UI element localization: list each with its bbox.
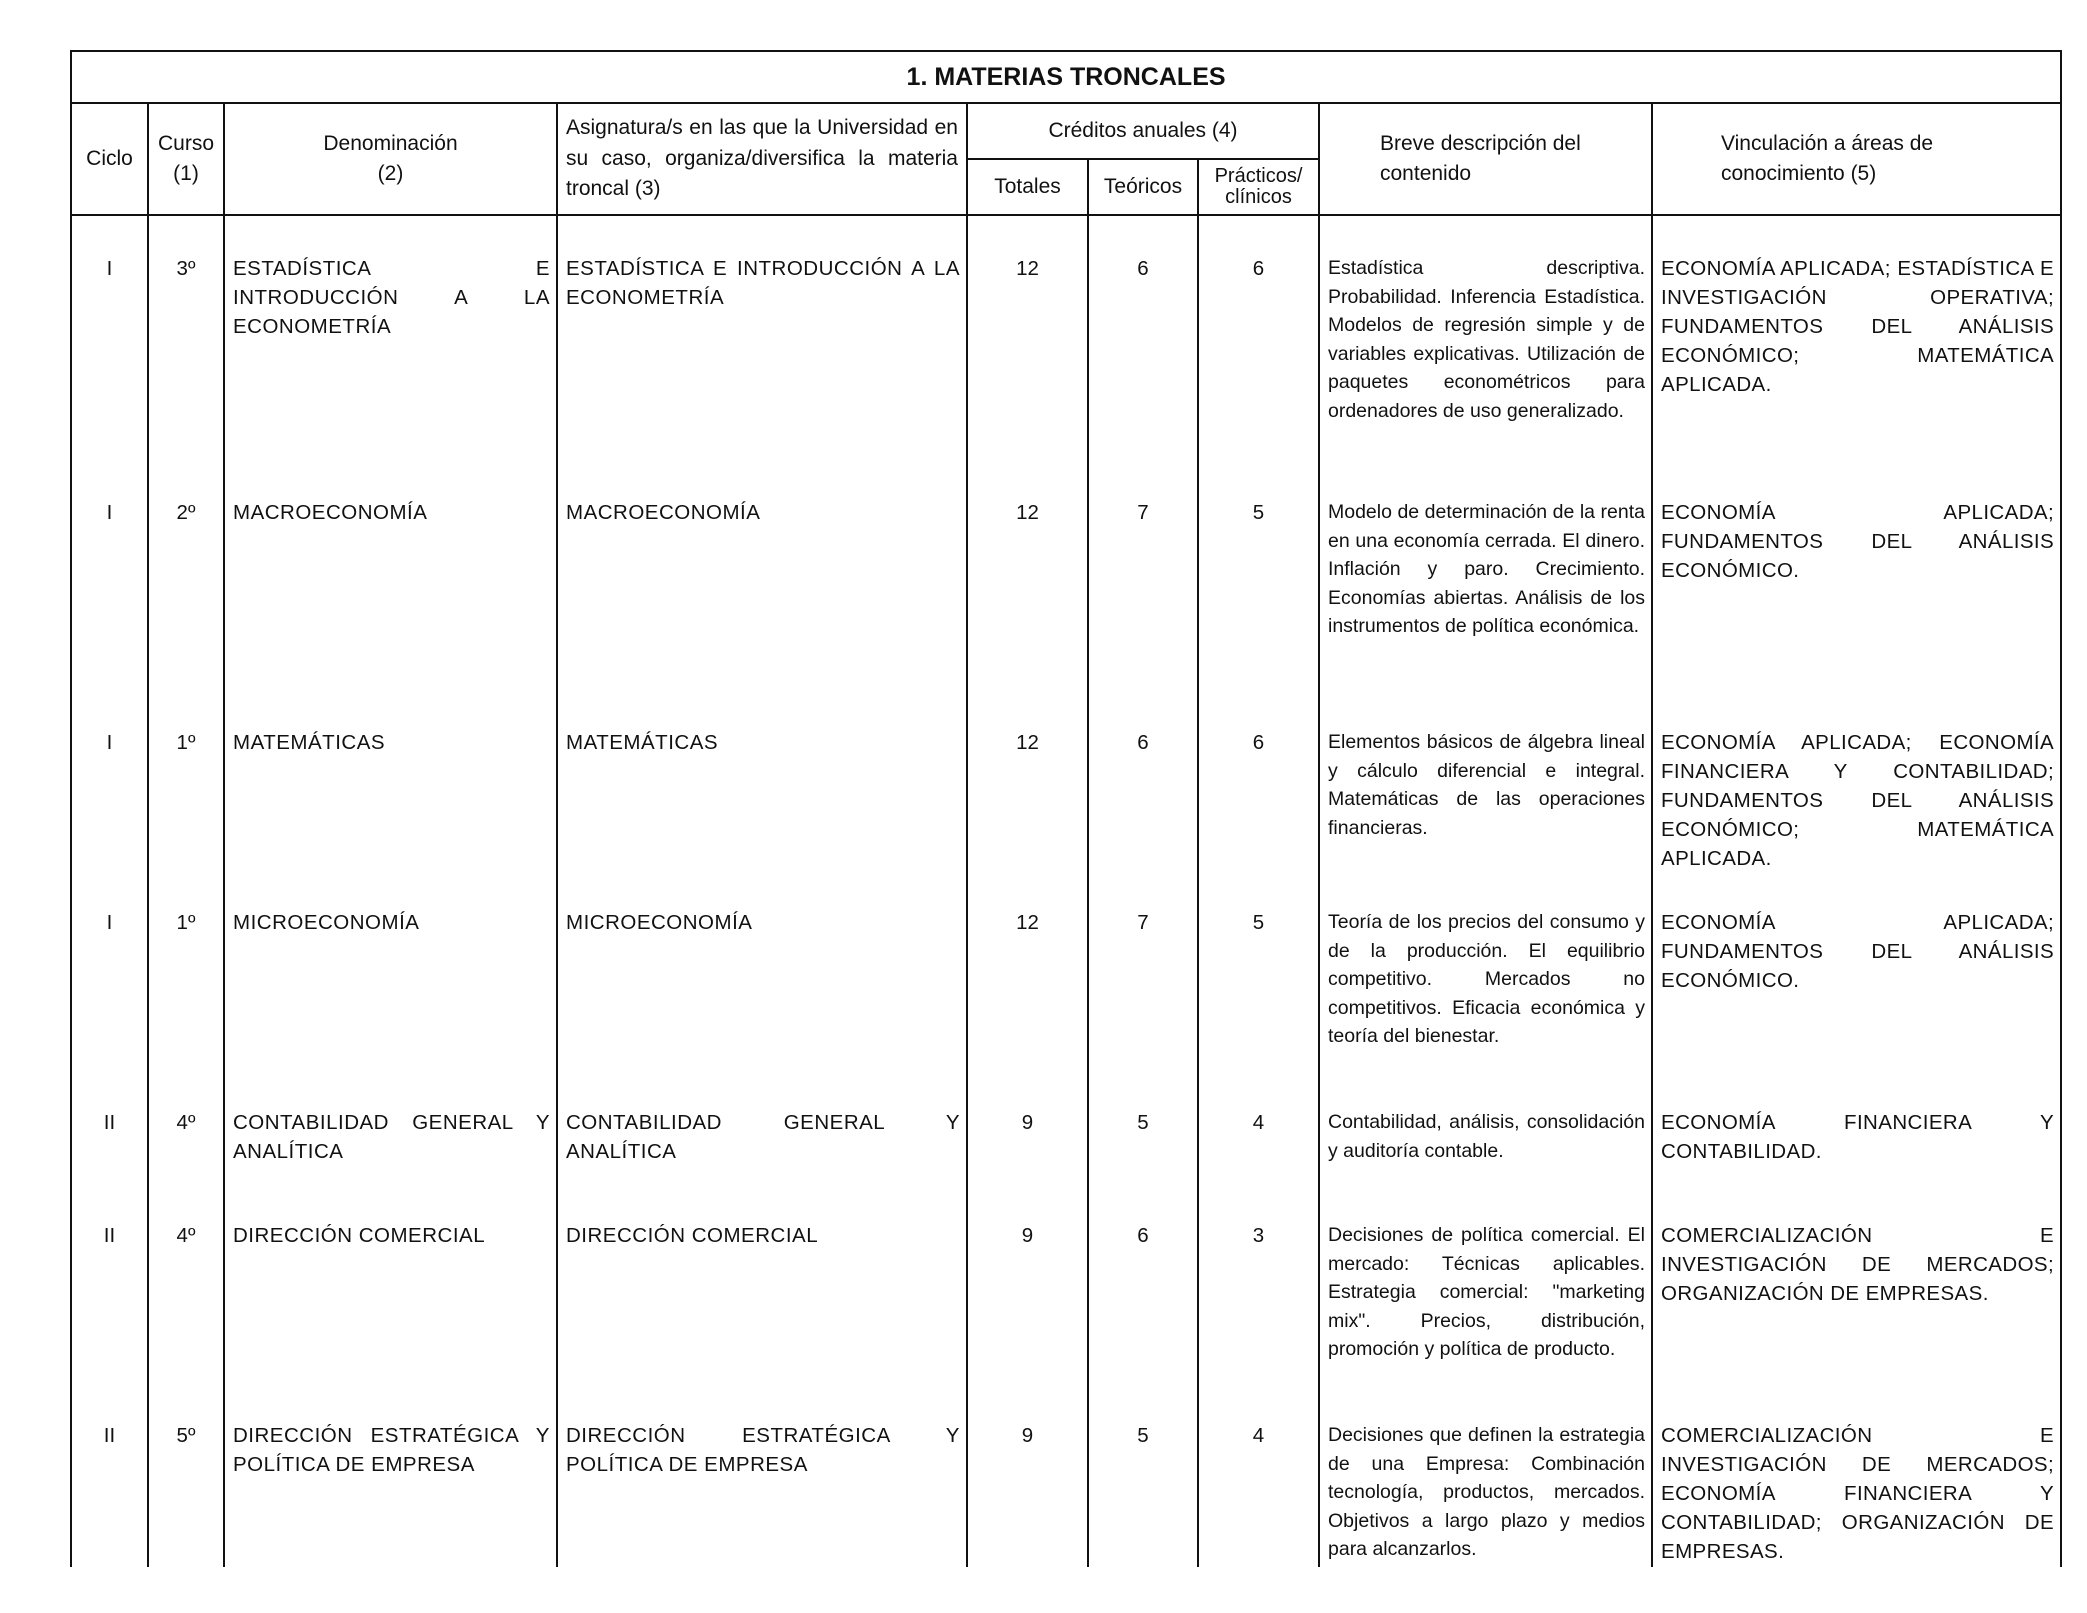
cell-ciclo: I <box>71 908 148 1108</box>
table-row <box>71 728 2061 908</box>
cell-denominacion: MATEMÁTICAS <box>224 728 557 908</box>
cell-curso: 4º <box>148 1221 224 1421</box>
header-denominacion-note: (2) <box>377 162 404 185</box>
table-row <box>71 215 2061 498</box>
materias-troncales-table <box>70 50 2062 1567</box>
cell-descripcion: Elementos básicos de álgebra lineal y cálculo diferencial e integral. Matemáticas de las operaciones financieras. <box>1319 728 1652 908</box>
cell-asignatura: MACROECONOMÍA <box>557 498 967 728</box>
header-practicos: Prácticos/ clínicos <box>1198 159 1319 215</box>
table-row <box>71 1221 2061 1421</box>
cell-curso: 1º <box>148 728 224 908</box>
cell-descripcion: Estadística descriptiva. Probabilidad. Inferencia Estadística. Modelos de regresión simple y de variables explicativas. Utilización de paquetes econométricos para ordenadores de uso generalizado. <box>1319 215 1652 498</box>
header-curso-note: (1) <box>173 162 199 185</box>
cell-denominacion: CONTABILIDAD GENERAL Y ANALÍTICA <box>224 1108 557 1221</box>
cell-asignatura: DIRECCIÓN COMERCIAL <box>557 1221 967 1421</box>
cell-totales: 12 <box>967 498 1088 728</box>
table-row <box>71 908 2061 1108</box>
cell-descripcion: Contabilidad, análisis, consolidación y auditoría contable. <box>1319 1108 1652 1221</box>
cell-practicos: 3 <box>1198 1221 1319 1421</box>
cell-vinculacion: ECONOMÍA APLICADA; FUNDAMENTOS DEL ANÁLISIS ECONÓMICO. <box>1652 908 2061 1108</box>
cell-asignatura: MICROECONOMÍA <box>557 908 967 1108</box>
header-vinculacion-label-2: conocimiento (5) <box>1721 162 1877 185</box>
header-asignatura: Asignatura/s en las que la Universidad en su caso, organiza/diversifica la materia troncal (3) <box>557 103 967 215</box>
cell-practicos: 6 <box>1198 215 1319 498</box>
cell-teoricos: 6 <box>1088 728 1198 908</box>
header-curso <box>148 103 224 215</box>
cell-ciclo: II <box>71 1108 148 1221</box>
table-title: 1. MATERIAS TRONCALES <box>71 51 2061 103</box>
header-descripcion <box>1319 103 1652 215</box>
header-teoricos: Teóricos <box>1088 159 1198 215</box>
table-row <box>71 498 2061 728</box>
cell-vinculacion: ECONOMÍA APLICADA; ESTADÍSTICA E INVESTIGACIÓN OPERATIVA; FUNDAMENTOS DEL ANÁLISIS ECONÓMICO; MATEMÁTICA APLICADA. <box>1652 215 2061 498</box>
cell-totales: 12 <box>967 908 1088 1108</box>
header-descripcion-label: Breve descripción del <box>1380 131 1581 155</box>
cell-teoricos: 6 <box>1088 1221 1198 1421</box>
cell-ciclo: II <box>71 1221 148 1421</box>
cell-totales: 9 <box>967 1108 1088 1221</box>
cell-asignatura: CONTABILIDAD GENERAL Y ANALÍTICA <box>557 1108 967 1221</box>
cell-totales: 12 <box>967 215 1088 498</box>
cell-curso: 3º <box>148 215 224 498</box>
cell-descripcion: Decisiones de política comercial. El mercado: Técnicas aplicables. Estrategia comercial: "marketing mix". Precios, distribución, promoción y política de producto. <box>1319 1221 1652 1421</box>
cell-vinculacion: ECONOMÍA APLICADA; ECONOMÍA FINANCIERA Y CONTABILIDAD; FUNDAMENTOS DEL ANÁLISIS ECONÓMICO; MATEMÁTICA APLICADA. <box>1652 728 2061 908</box>
cell-vinculacion: ECONOMÍA APLICADA; FUNDAMENTOS DEL ANÁLISIS ECONÓMICO. <box>1652 498 2061 728</box>
cell-vinculacion: COMERCIALIZACIÓN E INVESTIGACIÓN DE MERCADOS; ECONOMÍA FINANCIERA Y CONTABILIDAD; ORGANIZACIÓN DE EMPRESAS. <box>1652 1421 2061 1567</box>
cell-denominacion: MACROECONOMÍA <box>224 498 557 728</box>
table-row <box>71 1421 2061 1567</box>
troncales-sheet <box>70 50 2060 1567</box>
table-body <box>71 215 2061 1567</box>
cell-curso: 5º <box>148 1421 224 1567</box>
cell-totales: 12 <box>967 728 1088 908</box>
cell-teoricos: 7 <box>1088 908 1198 1108</box>
cell-ciclo: I <box>71 728 148 908</box>
cell-practicos: 5 <box>1198 908 1319 1108</box>
cell-teoricos: 5 <box>1088 1108 1198 1221</box>
cell-teoricos: 7 <box>1088 498 1198 728</box>
cell-ciclo: I <box>71 498 148 728</box>
cell-denominacion: MICROECONOMÍA <box>224 908 557 1108</box>
cell-vinculacion: COMERCIALIZACIÓN E INVESTIGACIÓN DE MERCADOS; ORGANIZACIÓN DE EMPRESAS. <box>1652 1221 2061 1421</box>
header-creditos: Créditos anuales (4) <box>967 103 1319 159</box>
header-curso-label: Curso <box>157 131 215 155</box>
cell-denominacion: DIRECCIÓN COMERCIAL <box>224 1221 557 1421</box>
header-vinculacion <box>1652 103 2061 215</box>
cell-teoricos: 6 <box>1088 215 1198 498</box>
cell-totales: 9 <box>967 1221 1088 1421</box>
cell-practicos: 4 <box>1198 1108 1319 1221</box>
cell-curso: 4º <box>148 1108 224 1221</box>
cell-asignatura: MATEMÁTICAS <box>557 728 967 908</box>
cell-curso: 2º <box>148 498 224 728</box>
cell-ciclo: I <box>71 215 148 498</box>
cell-ciclo: II <box>71 1421 148 1567</box>
header-totales: Totales <box>967 159 1088 215</box>
cell-descripcion: Teoría de los precios del consumo y de la producción. El equilibrio competitivo. Mercados no competitivos. Eficacia económica y teoría del bienestar. <box>1319 908 1652 1108</box>
header-denominacion <box>224 103 557 215</box>
cell-asignatura: DIRECCIÓN ESTRATÉGICA Y POLÍTICA DE EMPRESA <box>557 1421 967 1567</box>
cell-practicos: 6 <box>1198 728 1319 908</box>
header-vinculacion-label: Vinculación a áreas de <box>1721 131 1934 155</box>
cell-practicos: 4 <box>1198 1421 1319 1567</box>
cell-descripcion: Decisiones que definen la estrategia de una Empresa: Combinación tecnología, productos, mercados. Objetivos a largo plazo y medios para alcanzarlos. <box>1319 1421 1652 1567</box>
header-ciclo: Ciclo <box>71 103 148 215</box>
cell-teoricos: 5 <box>1088 1421 1198 1567</box>
cell-curso: 1º <box>148 908 224 1108</box>
cell-descripcion: Modelo de determinación de la renta en una economía cerrada. El dinero. Inflación y paro. Crecimiento. Economías abiertas. Análisis de los instrumentos de política económica. <box>1319 498 1652 728</box>
cell-totales: 9 <box>967 1421 1088 1567</box>
cell-practicos: 5 <box>1198 498 1319 728</box>
cell-vinculacion: ECONOMÍA FINANCIERA Y CONTABILIDAD. <box>1652 1108 2061 1221</box>
cell-denominacion: DIRECCIÓN ESTRATÉGICA Y POLÍTICA DE EMPRESA <box>224 1421 557 1567</box>
table-row <box>71 1108 2061 1221</box>
header-denominacion-label: Denominación <box>323 131 458 155</box>
header-descripcion-label-2: contenido <box>1380 162 1472 185</box>
cell-denominacion: ESTADÍSTICA E INTRODUCCIÓN A LA ECONOMETRÍA <box>224 215 557 498</box>
cell-asignatura: ESTADÍSTICA E INTRODUCCIÓN A LA ECONOMETRÍA <box>557 215 967 498</box>
